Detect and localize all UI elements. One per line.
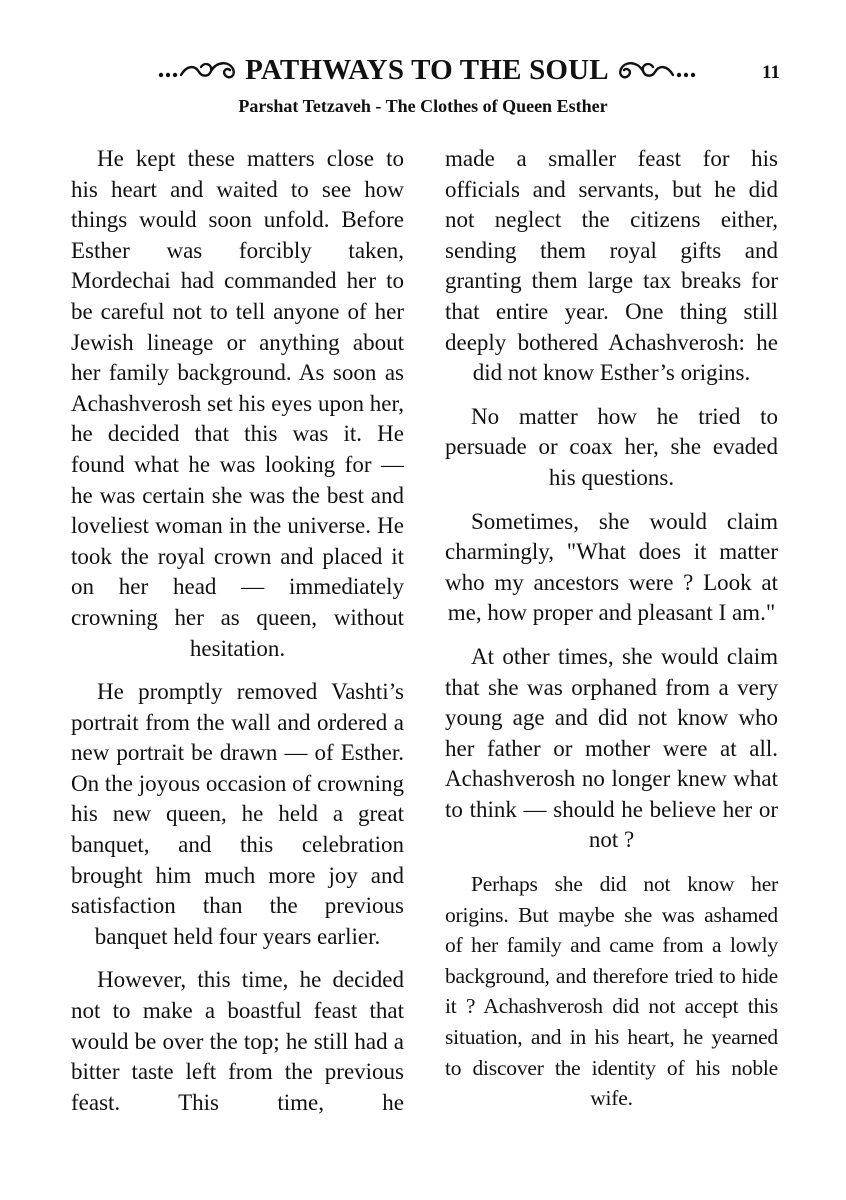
paragraph: However, this time, he decided not to make a boastful feast that would be over the top; he still had a bitter taste left from the previous feast. This time, he xyxy=(71,967,404,1115)
page-header xyxy=(0,50,846,90)
right-column xyxy=(445,144,778,1127)
left-column xyxy=(71,144,404,1131)
page-title: PATHWAYS TO THE SOUL xyxy=(245,53,609,86)
paragraph: No matter how he tried to persuade or coax her, she evaded his questions. xyxy=(445,403,778,490)
paragraph: He promptly removed Vashti’s portrait from the wall and ordered a new portrait be drawn — of Esther. On the joyous occasion of crowning his new queen, he held a great banquet, and this celebration brought him much more joy and satisfaction than the previous banquet held four years earlier. xyxy=(71,679,404,949)
paragraph: At other times, she would claim that she was orphaned from a very young age and did not know who her father or mother were at all. Achashverosh no longer knew what to think — should he believe her or not ? xyxy=(445,643,778,853)
paragraph-continuation: made a smaller feast for his officials and servants, but he did not neglect the citizens either, sending them royal gifts and granting them large tax breaks for that entire year. One thing still deeply bothered Achashverosh: he did not know Esther’s origins. xyxy=(445,146,778,386)
right-flourish-icon xyxy=(615,55,697,85)
page-number: 11 xyxy=(762,62,780,83)
paragraph: Perhaps she did not know her origins. But maybe she was ashamed of her family and came from a lowly background, and therefore tried to hide it ? Achashverosh did not accept this situation, and in his heart, he yearned to discover the identity of his noble wife. xyxy=(445,872,778,1111)
paragraph: He kept these matters close to his heart and waited to see how things would soon unfold. Before Esther was forcibly taken, Mordechai had commanded her to be careful not to tell anyone of her Jewish lineage or anything about her family background. As soon as Achashverosh set his eyes upon her, he decided that this was it. He found what he was looking for — he was certain she was the best and loveliest woman in the universe. He took the royal crown and placed it on her head — immediately crowning her as queen, without hesitation. xyxy=(71,146,404,661)
running-title xyxy=(132,50,722,90)
left-flourish-icon xyxy=(157,55,239,85)
page-subtitle: Parshat Tetzaveh - The Clothes of Queen Esther xyxy=(238,96,608,116)
paragraph: Sometimes, she would claim charmingly, "What does it matter who my ancestors were ? Look at me, how proper and pleasant I am." xyxy=(445,508,778,626)
